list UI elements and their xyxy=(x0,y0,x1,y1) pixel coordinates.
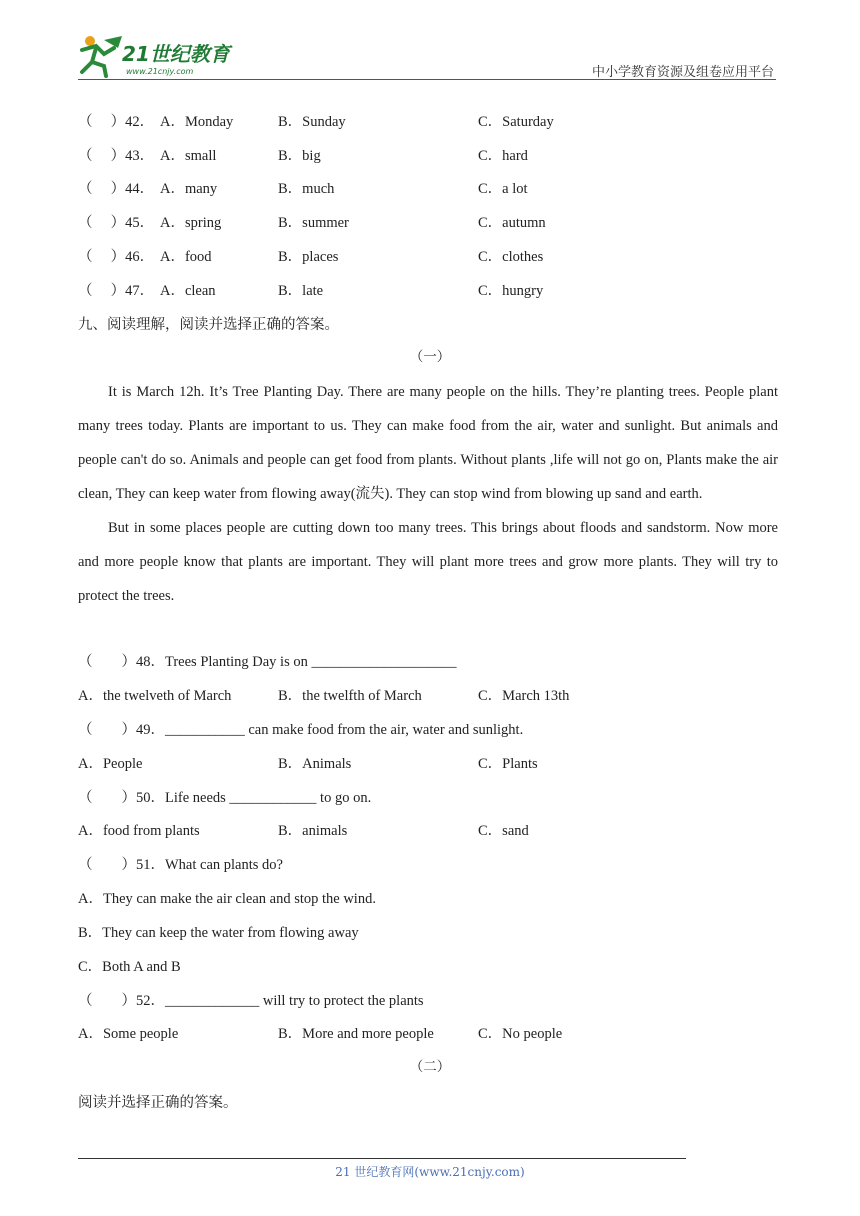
option-c: C．Plants xyxy=(478,756,538,772)
question-48-options xyxy=(78,686,778,706)
question-52-options xyxy=(78,1024,778,1044)
part-2-instruction: 阅读并选择正确的答案。 xyxy=(78,1095,238,1111)
question-49-stem: （ ）49．___________ can make food from the air, water and sunlight. xyxy=(78,722,524,738)
option-b: B．More and more people xyxy=(278,1026,434,1042)
passage-paragraph-2: But in some places people are cutting down too many trees. This brings about floods and sandstorm. Now more and more people know that plants are important. They will plant more trees and grow more plants. They will try to protect the trees. xyxy=(78,520,778,604)
option-b: B．the twelfth of March xyxy=(278,688,422,704)
option-c: C．sand xyxy=(478,823,529,839)
option-b: B．Animals xyxy=(278,756,352,772)
passage-paragraph-1: It is March 12h. It’s Tree Planting Day. There are many people on the hills. They’re planting trees. People plant many trees today. Plants are important to us. They can make food from the air, water and sunlight. But animals and people can't do so. Animals and people can get food from plants. Without plants ,life will not go on, Plants make the air clean, They can keep water from flowing away(流失). They can stop wind from blowing up sand and earth. xyxy=(78,384,778,502)
platform-name: 中小学教育资源及组卷应用平台 xyxy=(591,64,774,79)
question-52-stem: （ ）52．_____________ will try to protect the plants xyxy=(78,993,424,1009)
page-footer: 21 世纪教育网(www.21cnjy.com) xyxy=(335,1165,525,1179)
question-50-stem: （ ）50．Life needs ____________ to go on. xyxy=(78,790,372,806)
part-1-label: （一） xyxy=(409,349,451,364)
logo-runner-icon xyxy=(74,34,244,78)
option-a: A．the twelveth of March xyxy=(78,688,232,704)
part-2-label: （二） xyxy=(409,1059,451,1074)
header-divider xyxy=(78,79,776,80)
question-51-option-a: A．They can make the air clean and stop the wind. xyxy=(78,891,376,907)
page-header xyxy=(0,0,860,80)
option-b: B．animals xyxy=(278,823,348,839)
question-51-option-c: C．Both A and B xyxy=(78,959,181,975)
option-a: A．Some people xyxy=(78,1026,179,1042)
option-a: A．food from plants xyxy=(78,823,200,839)
option-c: C．March 13th xyxy=(478,688,570,704)
footer-divider xyxy=(78,1158,686,1159)
reading-passage xyxy=(78,375,778,613)
question-51-option-b: B．They can keep the water from flowing away xyxy=(78,925,359,941)
section-9-title: 九、阅读理解，阅读并选择正确的答案。 xyxy=(78,317,339,333)
svg-text:www.21cnjy.com: www.21cnjy.com xyxy=(126,67,194,76)
site-logo xyxy=(74,34,244,78)
option-c: C．No people xyxy=(478,1026,563,1042)
question-50-options xyxy=(78,821,778,841)
question-48-stem: （ ）48．Trees Planting Day is on ____________________ xyxy=(78,654,457,670)
question-49-options xyxy=(78,754,778,774)
question-51-stem: （ ）51．What can plants do? xyxy=(78,857,283,873)
svg-text:21世纪教育: 21世纪教育 xyxy=(122,42,230,66)
option-a: A．People xyxy=(78,756,143,772)
